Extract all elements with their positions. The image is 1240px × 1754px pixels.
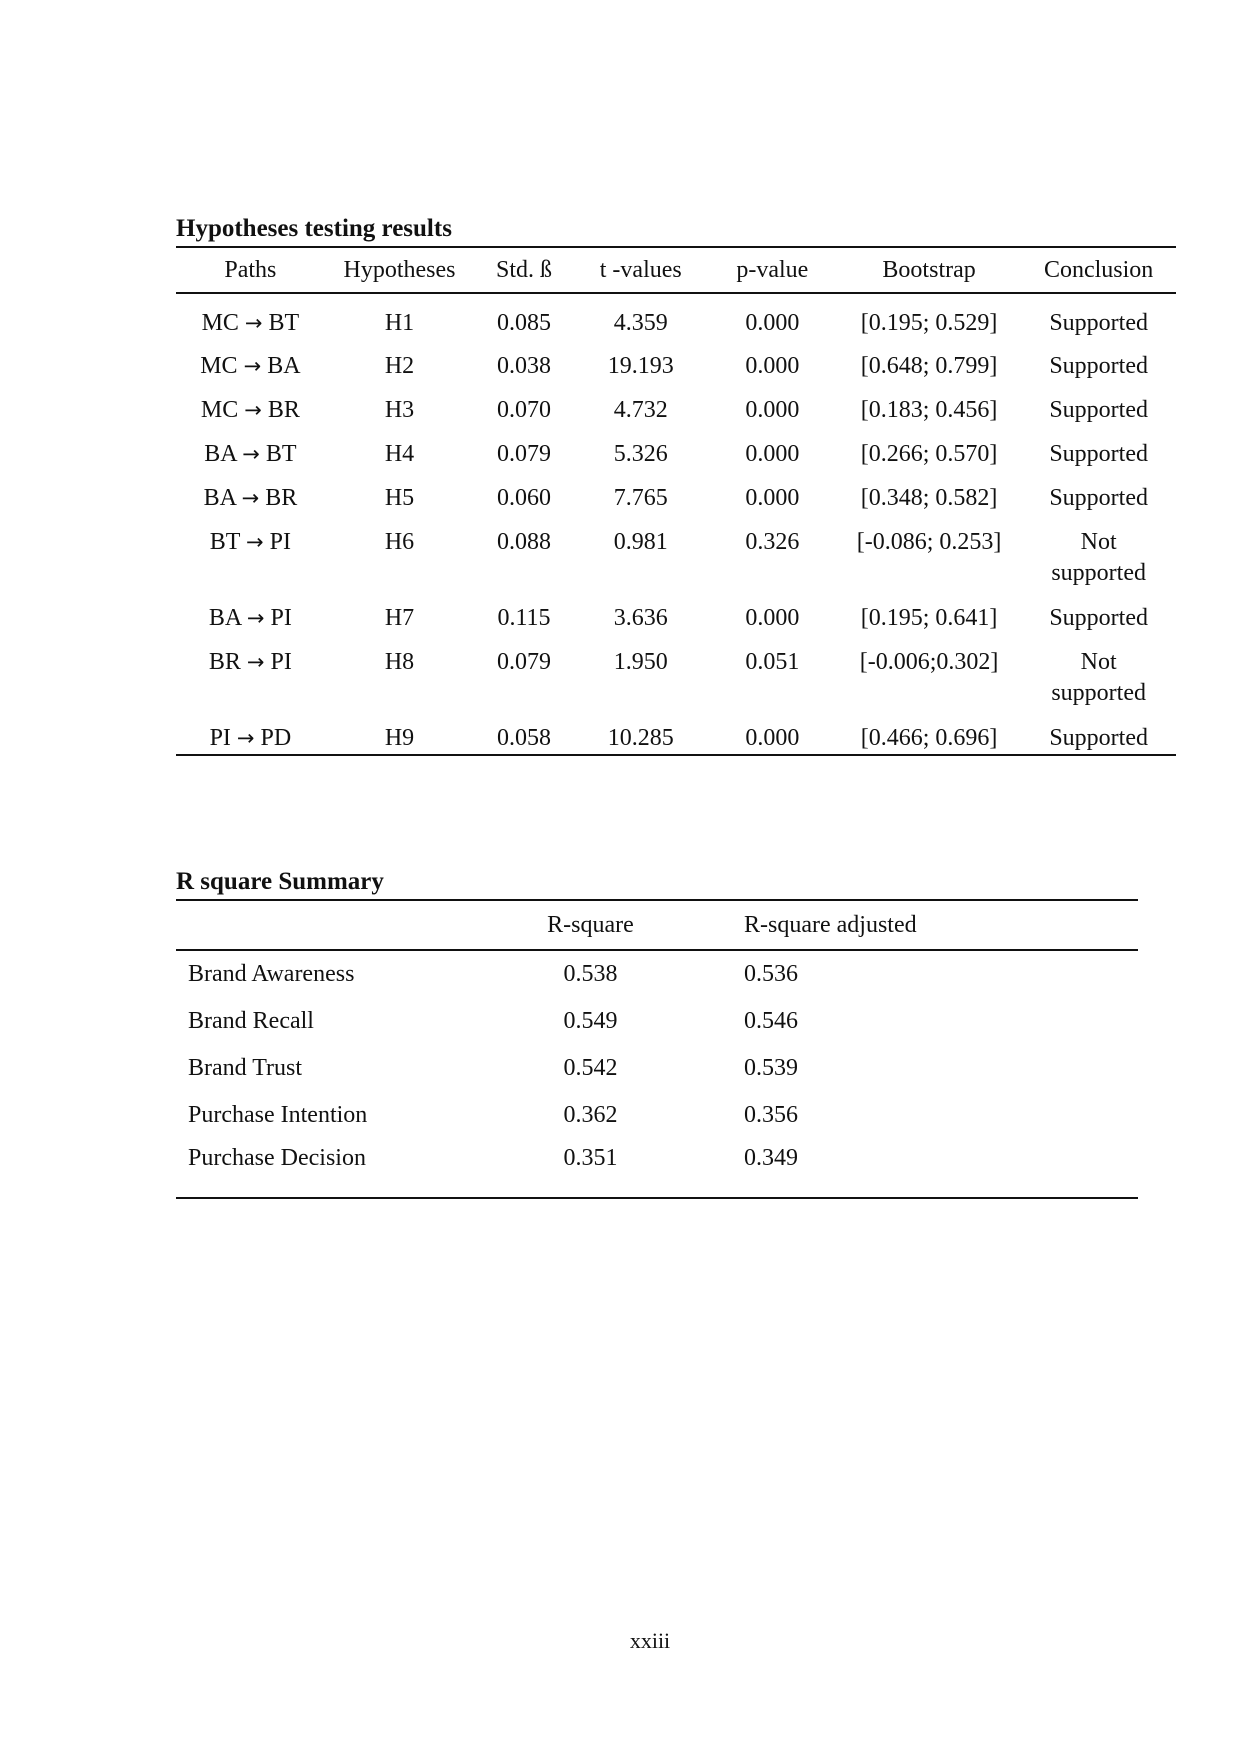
path-cell bbox=[176, 636, 325, 712]
table-row bbox=[176, 950, 1138, 998]
std-beta-cell: 0.058 bbox=[496, 725, 551, 751]
hypothesis-cell: H2 bbox=[384, 353, 415, 379]
t-value-cell: 10.285 bbox=[607, 725, 674, 751]
conclusion-cell: Supported bbox=[1049, 725, 1148, 751]
conclusion-cell: Not supported bbox=[1051, 529, 1146, 586]
path-cell bbox=[176, 516, 325, 592]
bootstrap-cell: [0.648; 0.799] bbox=[860, 353, 998, 379]
conclusion-cell: Supported bbox=[1049, 441, 1148, 467]
table-row bbox=[176, 712, 1176, 755]
path-from: MC bbox=[200, 353, 238, 379]
path-to: PI bbox=[270, 605, 292, 631]
conclusion-cell: Supported bbox=[1049, 397, 1148, 423]
hypothesis-cell: H8 bbox=[384, 649, 415, 675]
p-value-cell: 0.000 bbox=[745, 725, 800, 751]
p-value-cell: 0.000 bbox=[745, 353, 800, 379]
table-row bbox=[176, 340, 1176, 384]
p-value-cell: 0.051 bbox=[745, 649, 800, 675]
arrow-right-icon: → bbox=[246, 650, 265, 674]
hypothesis-cell: H5 bbox=[384, 485, 415, 511]
p-value-cell: 0.000 bbox=[745, 605, 800, 631]
r-square-cell: 0.351 bbox=[563, 1145, 618, 1171]
arrow-right-icon: → bbox=[244, 398, 262, 422]
table-row bbox=[176, 1045, 1138, 1092]
conclusion-cell: Supported bbox=[1049, 605, 1148, 631]
std-beta-cell: 0.060 bbox=[496, 485, 551, 511]
std-beta-cell: 0.085 bbox=[496, 310, 551, 336]
header-paths: Paths bbox=[176, 247, 325, 293]
header-r-square: R-square bbox=[483, 900, 698, 950]
table-row bbox=[176, 1092, 1138, 1139]
hypotheses-table-body bbox=[176, 293, 1176, 755]
t-value-cell: 4.732 bbox=[613, 397, 668, 423]
construct-cell: Purchase Decision bbox=[188, 1145, 366, 1171]
hypotheses-table-title: Hypotheses testing results bbox=[176, 215, 452, 242]
arrow-right-icon: → bbox=[246, 530, 264, 554]
header-construct bbox=[176, 900, 483, 950]
table-row bbox=[176, 384, 1176, 428]
construct-cell: Purchase Intention bbox=[188, 1102, 368, 1128]
r-square-adjusted-cell: 0.356 bbox=[744, 1102, 798, 1128]
path-to: BT bbox=[265, 441, 297, 467]
hypotheses-table bbox=[176, 246, 1176, 756]
path-to: PI bbox=[269, 529, 291, 555]
std-beta-cell: 0.079 bbox=[496, 649, 551, 675]
std-beta-cell: 0.038 bbox=[496, 353, 551, 379]
bootstrap-cell: [0.195; 0.529] bbox=[860, 310, 998, 336]
bootstrap-cell: [0.266; 0.570] bbox=[860, 441, 998, 467]
std-beta-cell: 0.070 bbox=[496, 397, 551, 423]
bootstrap-cell: [0.466; 0.696] bbox=[860, 725, 998, 751]
hypothesis-cell: H1 bbox=[384, 310, 415, 336]
path-cell bbox=[176, 592, 325, 636]
r-square-adjusted-cell: 0.546 bbox=[744, 1008, 798, 1034]
bootstrap-cell: [0.195; 0.641] bbox=[860, 605, 998, 631]
header-bootstrap: Bootstrap bbox=[837, 247, 1021, 293]
table-row bbox=[176, 1139, 1138, 1198]
hypothesis-cell: H6 bbox=[384, 529, 415, 555]
path-from: BA bbox=[203, 485, 236, 511]
conclusion-cell: Supported bbox=[1049, 310, 1148, 336]
r-square-cell: 0.538 bbox=[563, 961, 618, 987]
path-to: BR bbox=[265, 485, 298, 511]
hypothesis-cell: H4 bbox=[384, 441, 415, 467]
path-from: BA bbox=[204, 441, 237, 467]
hypotheses-section bbox=[176, 212, 1176, 756]
r-square-adjusted-cell: 0.539 bbox=[744, 1055, 798, 1081]
std-beta-cell: 0.088 bbox=[496, 529, 551, 555]
table-row bbox=[176, 428, 1176, 472]
construct-cell: Brand Recall bbox=[188, 1008, 314, 1034]
path-to: BT bbox=[268, 310, 300, 336]
path-from: BA bbox=[208, 605, 241, 631]
path-from: MC bbox=[200, 397, 239, 423]
rsquare-header-row bbox=[176, 900, 1138, 950]
r-square-adjusted-cell: 0.349 bbox=[744, 1145, 798, 1171]
path-cell bbox=[176, 384, 325, 428]
bootstrap-cell: [0.348; 0.582] bbox=[860, 485, 998, 511]
bootstrap-cell: [-0.086; 0.253] bbox=[856, 529, 1002, 555]
t-value-cell: 4.359 bbox=[613, 310, 668, 336]
p-value-cell: 0.000 bbox=[745, 485, 800, 511]
header-std-beta: Std. ß bbox=[474, 247, 573, 293]
path-cell bbox=[176, 340, 325, 384]
bootstrap-cell: [-0.006;0.302] bbox=[859, 649, 999, 675]
rsquare-section bbox=[176, 865, 1138, 1199]
path-from: PI bbox=[209, 725, 231, 751]
t-value-cell: 5.326 bbox=[613, 441, 668, 467]
hypothesis-cell: H9 bbox=[384, 725, 415, 751]
construct-cell: Brand Awareness bbox=[188, 961, 355, 987]
path-from: MC bbox=[201, 310, 239, 336]
header-conclusion: Conclusion bbox=[1021, 247, 1176, 293]
path-to: BA bbox=[267, 353, 301, 379]
path-cell bbox=[176, 472, 325, 516]
conclusion-cell: Supported bbox=[1049, 485, 1148, 511]
p-value-cell: 0.000 bbox=[745, 310, 800, 336]
table-row bbox=[176, 592, 1176, 636]
header-p-value: p-value bbox=[708, 247, 837, 293]
conclusion-cell: Not supported bbox=[1051, 649, 1146, 706]
arrow-right-icon: → bbox=[241, 486, 260, 510]
header-t-values: t -values bbox=[574, 247, 708, 293]
hypothesis-cell: H3 bbox=[384, 397, 415, 423]
header-hypotheses: Hypotheses bbox=[325, 247, 475, 293]
t-value-cell: 7.765 bbox=[613, 485, 668, 511]
table-row bbox=[176, 516, 1176, 592]
r-square-adjusted-cell: 0.536 bbox=[744, 961, 798, 987]
hypothesis-cell: H7 bbox=[384, 605, 415, 631]
header-r-square-adjusted: R-square adjusted bbox=[698, 900, 1138, 950]
t-value-cell: 1.950 bbox=[613, 649, 668, 675]
t-value-cell: 19.193 bbox=[607, 353, 674, 379]
path-cell bbox=[176, 293, 325, 340]
path-cell bbox=[176, 712, 325, 755]
r-square-cell: 0.362 bbox=[563, 1102, 618, 1128]
std-beta-cell: 0.079 bbox=[496, 441, 551, 467]
arrow-right-icon: → bbox=[246, 606, 265, 630]
table-row bbox=[176, 998, 1138, 1045]
t-value-cell: 0.981 bbox=[613, 529, 668, 555]
table-row bbox=[176, 636, 1176, 712]
r-square-cell: 0.542 bbox=[563, 1055, 618, 1081]
arrow-right-icon: → bbox=[243, 354, 262, 378]
path-from: BT bbox=[209, 529, 241, 555]
path-to: PD bbox=[260, 725, 292, 751]
p-value-cell: 0.000 bbox=[745, 397, 800, 423]
arrow-right-icon: → bbox=[244, 311, 263, 335]
rsquare-table bbox=[176, 899, 1138, 1199]
rsquare-table-title: R square Summary bbox=[176, 868, 384, 895]
conclusion-cell: Supported bbox=[1049, 353, 1148, 379]
table-row bbox=[176, 472, 1176, 516]
path-to: BR bbox=[267, 397, 300, 423]
arrow-right-icon: → bbox=[242, 442, 260, 466]
construct-cell: Brand Trust bbox=[188, 1055, 303, 1081]
path-cell bbox=[176, 428, 325, 472]
p-value-cell: 0.326 bbox=[745, 529, 800, 555]
path-from: BR bbox=[208, 649, 241, 675]
page-number: xxiii bbox=[629, 1628, 671, 1653]
p-value-cell: 0.000 bbox=[745, 441, 800, 467]
t-value-cell: 3.636 bbox=[613, 605, 668, 631]
table-row bbox=[176, 293, 1176, 340]
std-beta-cell: 0.115 bbox=[497, 605, 551, 631]
arrow-right-icon: → bbox=[236, 726, 255, 750]
bootstrap-cell: [0.183; 0.456] bbox=[860, 397, 998, 423]
path-to: PI bbox=[270, 649, 292, 675]
r-square-cell: 0.549 bbox=[563, 1008, 618, 1034]
hypotheses-header-row bbox=[176, 247, 1176, 293]
rsquare-table-body bbox=[176, 950, 1138, 1198]
